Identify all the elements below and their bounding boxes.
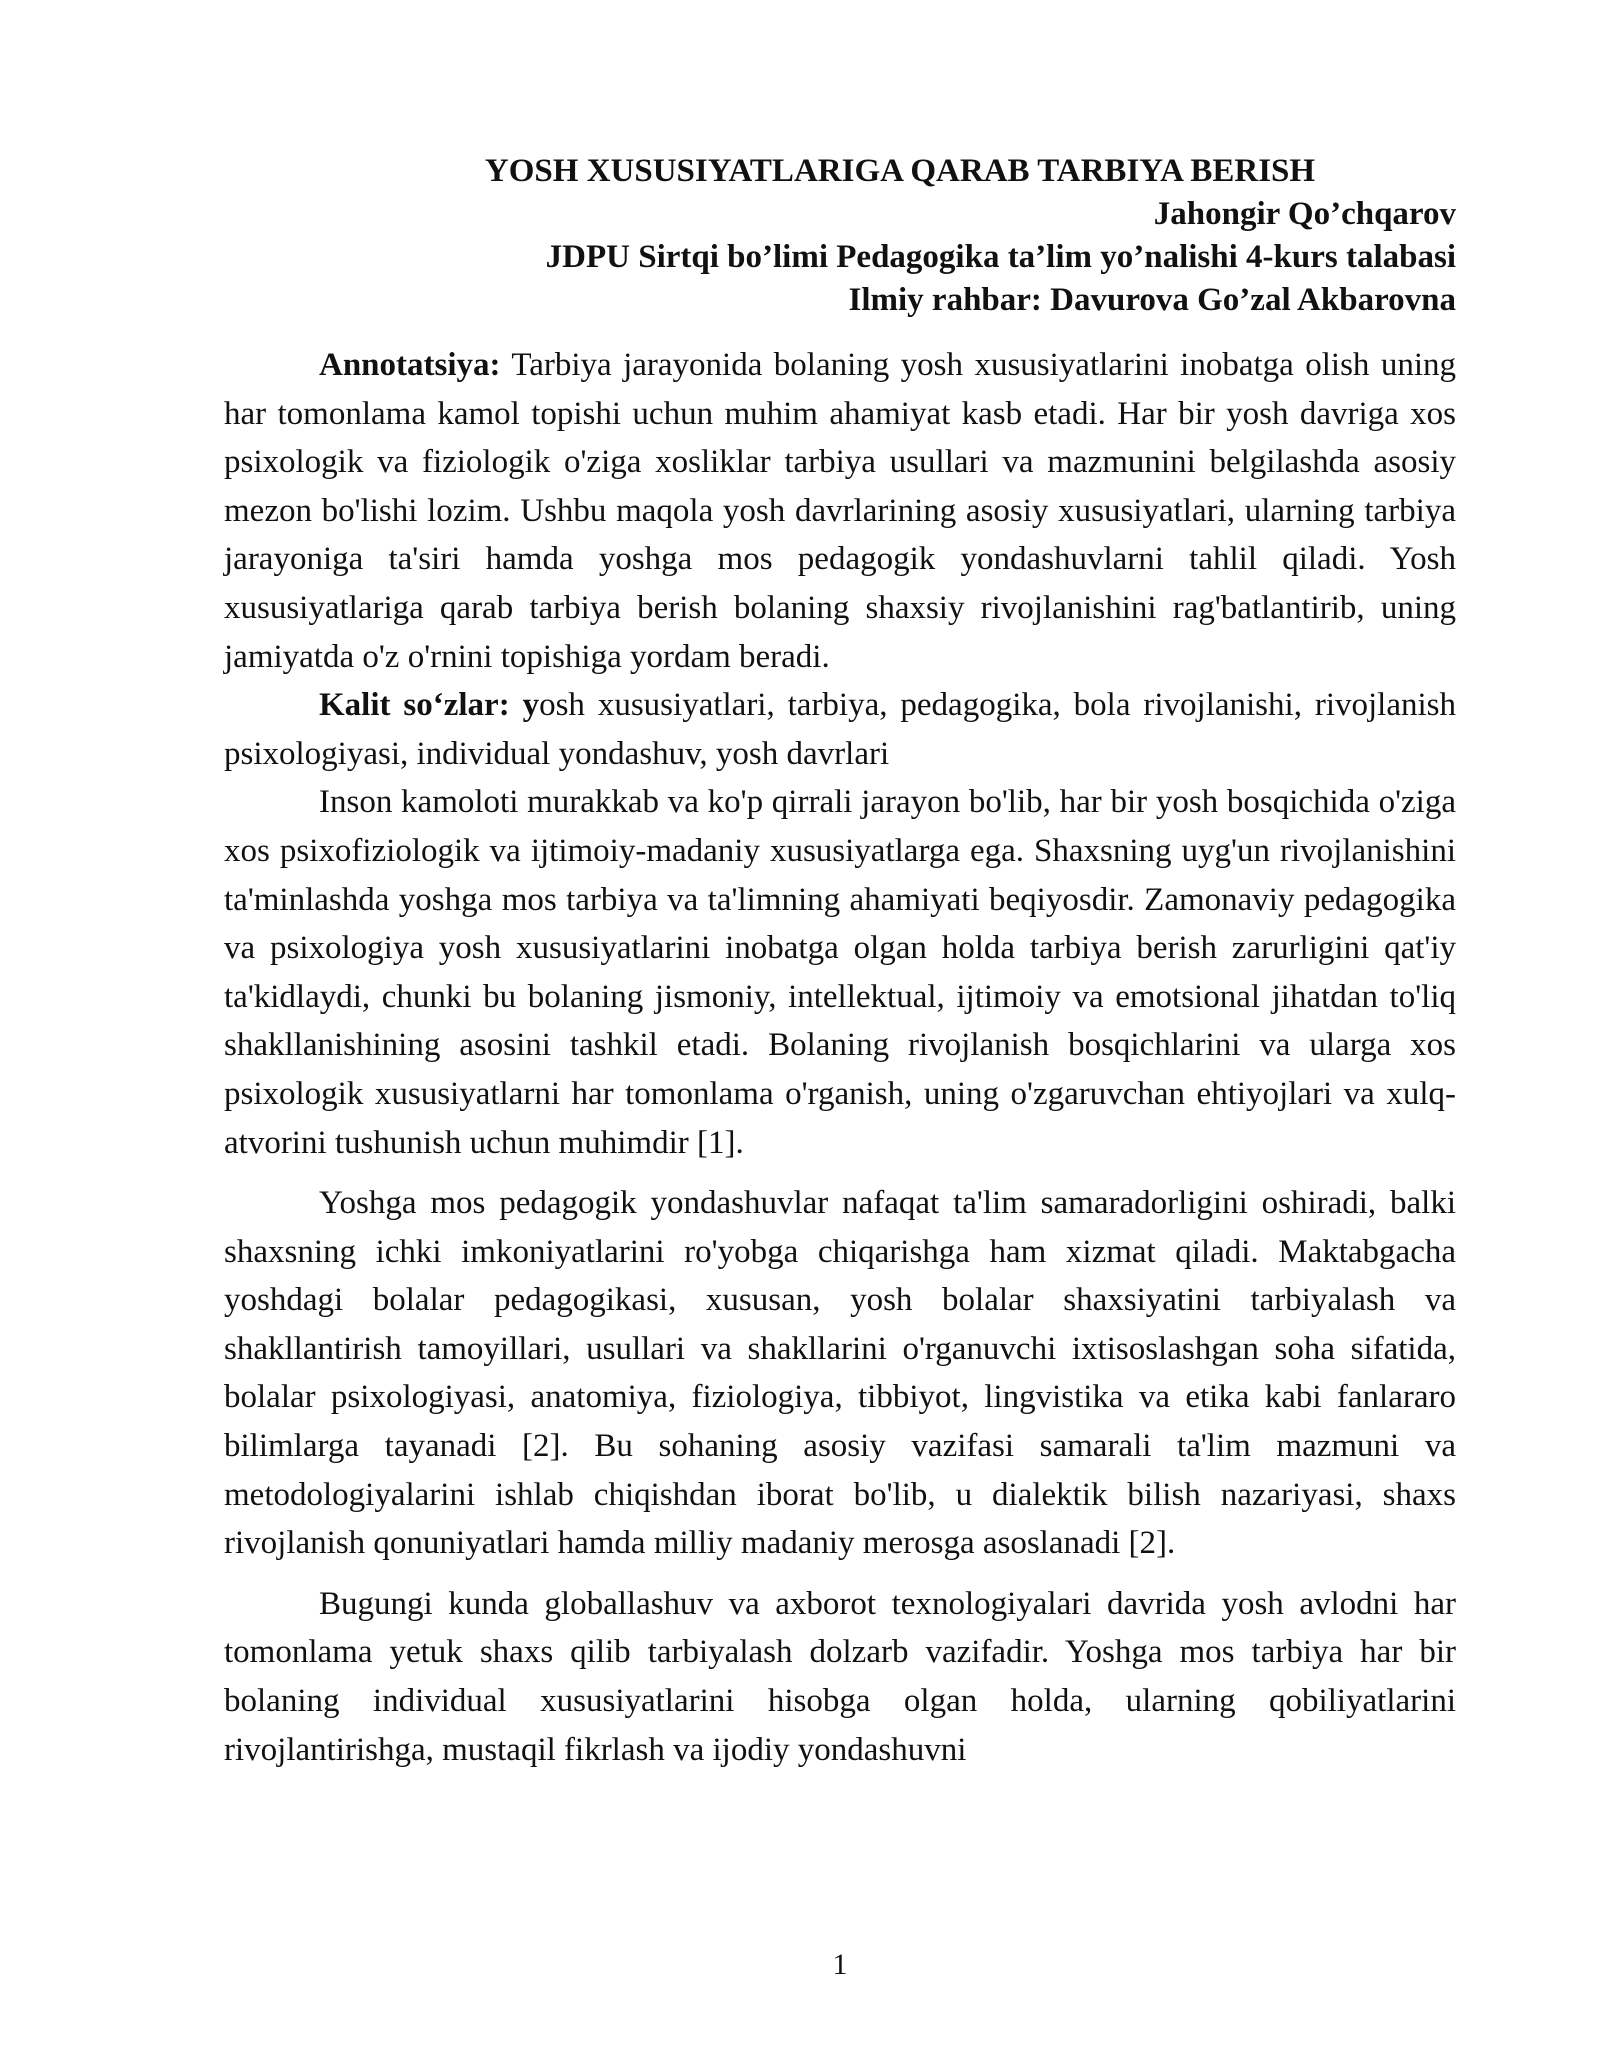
body-paragraph-2: Yoshga mos pedagogik yondashuvlar nafaqat ta'lim samaradorligini oshiradi, balki shaxsning ichki imkoniyatlarini ro'yobga chiqarishga ham xizmat qiladi. Maktabgacha yoshdagi bolalar pedagogikasi, xususan, yosh bolalar shaxsiyatini tarbiyalash va shakllantirish tamoyillari, usullari va shakllarini o'rganuvchi ixtisoslashgan soha sifatida, bolalar psixologiyasi, anatomiya, fiziologiya, tibbiyot, lingvistika va etika kabi fanlararo bilimlarga tayanadi [2]. Bu sohaning asosiy vazifasi samarali ta'lim mazmuni va metodologiyalarini ishlab chiqishdan iborat bo'lib, u dialektik bilish nazariyasi, shaxs rivojlanish qonuniyatlari hamda milliy madaniy merosga asoslanadi [2]. — [224, 1185, 1456, 1562]
annotation-label: Annotatsiya: — [319, 347, 501, 383]
keywords-label: Kalit so‘zlar: y — [319, 687, 540, 724]
body-paragraph-1: Inson kamoloti murakkab va ko'p qirrali jarayon bo'lib, har bir yosh bosqichida o'ziga xos psixofiziologik va ijtimoiy-madaniy xususiyatlarga ega. Shaxsning uyg'un rivojlanishini ta'minlashda yoshga mos tarbiya va ta'limning ahamiyati beqiyosdir. Zamonaviy pedagogika va psixologiya yosh xususiyatlarini inobatga olgan holda tarbiya berish zarurligini qat'iy ta'kidlaydi, chunki bu bolaning jismoniy, intellektual, ijtimoiy va emotsional jihatdan to'liq shakllanishining asosini tashkil etadi. Bolaning rivojlanish bosqichlarini va ularga xos psixologik xususiyatlarni har tomonlama o'rganish, uning o'zgaruvchan ehtiyojlari va xulq-atvorini tushunish uchun muhimdir [1]. — [224, 784, 1456, 1161]
keywords-text: osh xususiyatlari, tarbiya, pedagogika, bola rivojlanishi, rivojlanish psixologiyasi, individual yondashuv, yosh davrlari — [224, 687, 1456, 772]
scientific-supervisor: Ilmiy rahbar: Davurova Go’zal Akbarovna — [848, 282, 1456, 318]
body-paragraph-3: Bugungi kunda globallashuv va axborot texnologiyalari davrida yosh avlodni har tomonlama yetuk shaxs qilib tarbiyalash dolzarb vazifadir. Yoshga mos tarbiya har bir bolaning individual xususiyatlarini hisobga olgan holda, ularning qobiliyatlarini rivojlantirishga, mustaqil fikrlash va ijodiy yondashuvni — [224, 1585, 1456, 1768]
page-number: 1 — [832, 1948, 848, 1981]
author-name: Jahongir Qo’chqarov — [1153, 196, 1456, 232]
annotation-text: Tarbiya jarayonida bolaning yosh xususiyatlarini inobatga olish uning har tomonlama kamol topishi uchun muhim ahamiyat kasb etadi. Har bir yosh davriga xos psixologik va fiziologik o'ziga xosliklar tarbiya usullari va mazmunini belgilashda asosiy mezon bo'lishi lozim. Ushbu maqola yosh davrlarining asosiy xususiyatlari, ularning tarbiya jarayoniga ta'siri hamda yoshga mos pedagogik yondashuvlarni tahlil qiladi. Yosh xususiyatlariga qarab tarbiya berish bolaning shaxsiy rivojlanishini rag'batlantirib, uning jamiyatda o'z o'rnini topishiga yordam beradi. — [224, 347, 1456, 675]
document-page — [224, 150, 1456, 1774]
keywords-paragraph — [224, 681, 1456, 778]
article-body — [224, 341, 1456, 1774]
annotation-paragraph — [224, 341, 1456, 681]
author-affiliation: JDPU Sirtqi bo’limi Pedagogika ta’lim yo’nalishi 4-kurs talabasi — [545, 239, 1456, 275]
article-title: YOSH XUSUSIYATLARIGA QARAB TARBIYA BERISH — [484, 153, 1316, 189]
